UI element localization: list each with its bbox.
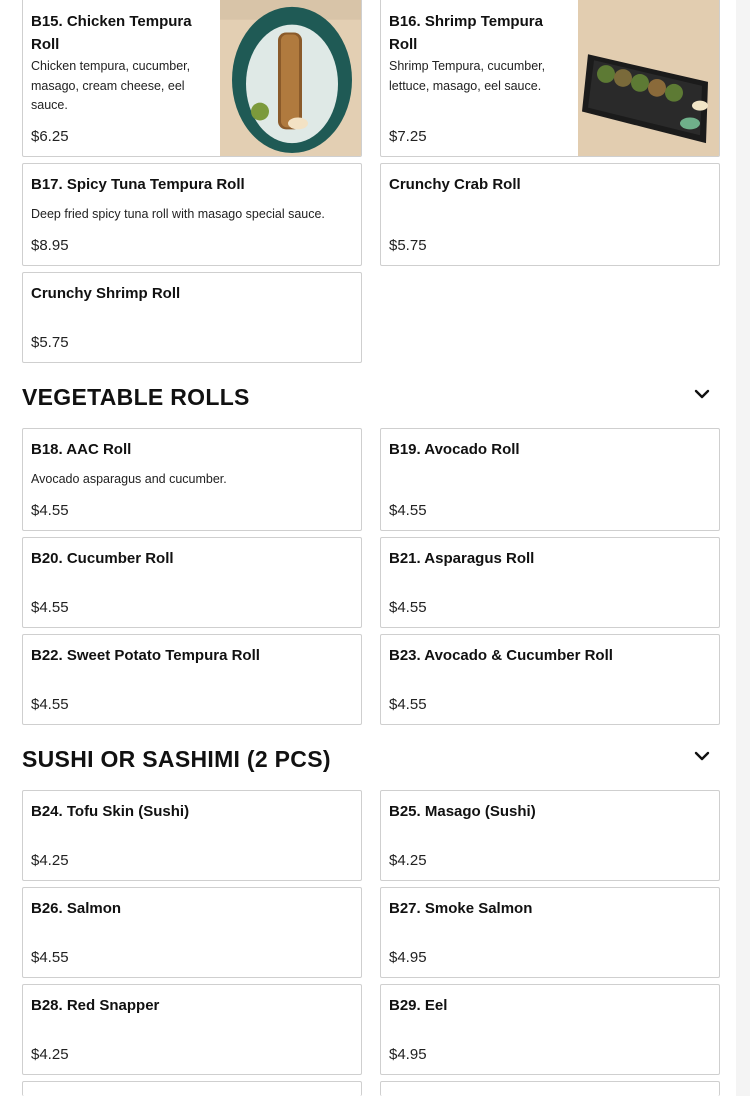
item-price: $7.25	[389, 128, 427, 145]
menu-item-card-b19[interactable]	[380, 428, 720, 531]
chicken-tempura-roll-photo	[220, 0, 361, 156]
menu-item-card-b26[interactable]	[22, 887, 362, 978]
menu-item-card-b24[interactable]	[22, 790, 362, 881]
item-price: $4.95	[389, 949, 427, 966]
item-name: Crunchy Crab Roll	[389, 176, 521, 193]
item-name: B17. Spicy Tuna Tempura Roll	[31, 176, 245, 193]
item-name: B22. Sweet Potato Tempura Roll	[31, 647, 260, 664]
item-description: Deep fried spicy tuna roll with masago special sauce.	[31, 207, 325, 221]
item-price: $5.75	[31, 334, 69, 351]
menu-item-card-b18[interactable]	[22, 428, 362, 531]
item-price: $4.55	[389, 502, 427, 519]
menu-item-card-b22[interactable]	[22, 634, 362, 725]
item-name: B28. Red Snapper	[31, 997, 160, 1014]
item-name: B25. Masago (Sushi)	[389, 803, 536, 820]
menu-item-card-partial[interactable]	[380, 1081, 720, 1096]
item-name: B24. Tofu Skin (Sushi)	[31, 803, 190, 820]
item-price: $4.55	[31, 599, 69, 616]
shrimp-tempura-roll-photo	[578, 0, 719, 156]
item-name: B19. Avocado Roll	[389, 441, 520, 458]
section-title-vegetable-rolls: VEGETABLE ROLLS	[22, 384, 250, 410]
item-name: B27. Smoke Salmon	[389, 900, 533, 917]
item-description: Shrimp Tempura, cucumber, lettuce, masago, eel sauce.	[389, 59, 546, 93]
item-price: $8.95	[31, 237, 69, 254]
item-name: B23. Avocado & Cucumber Roll	[389, 647, 613, 664]
item-price: $4.25	[31, 852, 69, 869]
item-price: $4.55	[31, 696, 69, 713]
item-price: $4.55	[389, 599, 427, 616]
item-name: B15. Chicken Tempura Roll	[31, 13, 192, 53]
menu-item-card-b27[interactable]	[380, 887, 720, 978]
chevron-down-icon[interactable]	[692, 384, 712, 404]
item-name: B18. AAC Roll	[31, 441, 132, 458]
item-name: B26. Salmon	[31, 900, 122, 917]
menu-item-card-b15[interactable]	[22, 0, 362, 157]
scrollbar-track[interactable]	[736, 0, 750, 1096]
chevron-down-icon[interactable]	[692, 746, 712, 766]
item-price: $4.55	[31, 502, 69, 519]
item-name: B29. Eel	[389, 997, 448, 1014]
menu-item-card-crunchy-shrimp[interactable]	[22, 272, 362, 363]
item-price: $6.25	[31, 128, 69, 145]
item-price: $4.25	[31, 1046, 69, 1063]
menu-item-card-b21[interactable]	[380, 537, 720, 628]
item-name: B21. Asparagus Roll	[389, 550, 535, 567]
section-title-sushi-or-sashimi: SUSHI OR SASHIMI (2 PCS)	[22, 746, 331, 772]
menu-item-card-b23[interactable]	[380, 634, 720, 725]
item-description: Avocado asparagus and cucumber.	[31, 472, 227, 486]
item-name: B16. Shrimp Tempura Roll	[389, 13, 543, 53]
menu-item-card-b28[interactable]	[22, 984, 362, 1075]
menu-item-card-b16[interactable]	[380, 0, 720, 157]
item-price: $4.55	[31, 949, 69, 966]
menu-item-card-crunchy-crab[interactable]	[380, 163, 720, 266]
menu-item-card-b20[interactable]	[22, 537, 362, 628]
item-price: $5.75	[389, 237, 427, 254]
menu-item-card-b25[interactable]	[380, 790, 720, 881]
item-price: $4.55	[389, 696, 427, 713]
menu-item-card-b29[interactable]	[380, 984, 720, 1075]
item-price: $4.95	[389, 1046, 427, 1063]
item-name: B20. Cucumber Roll	[31, 550, 174, 567]
menu-item-card-partial[interactable]	[22, 1081, 362, 1096]
item-name: Crunchy Shrimp Roll	[31, 285, 181, 302]
menu-item-card-b17[interactable]	[22, 163, 362, 266]
item-price: $4.25	[389, 852, 427, 869]
item-description: Chicken tempura, cucumber, masago, cream cheese, eel sauce.	[31, 59, 191, 112]
